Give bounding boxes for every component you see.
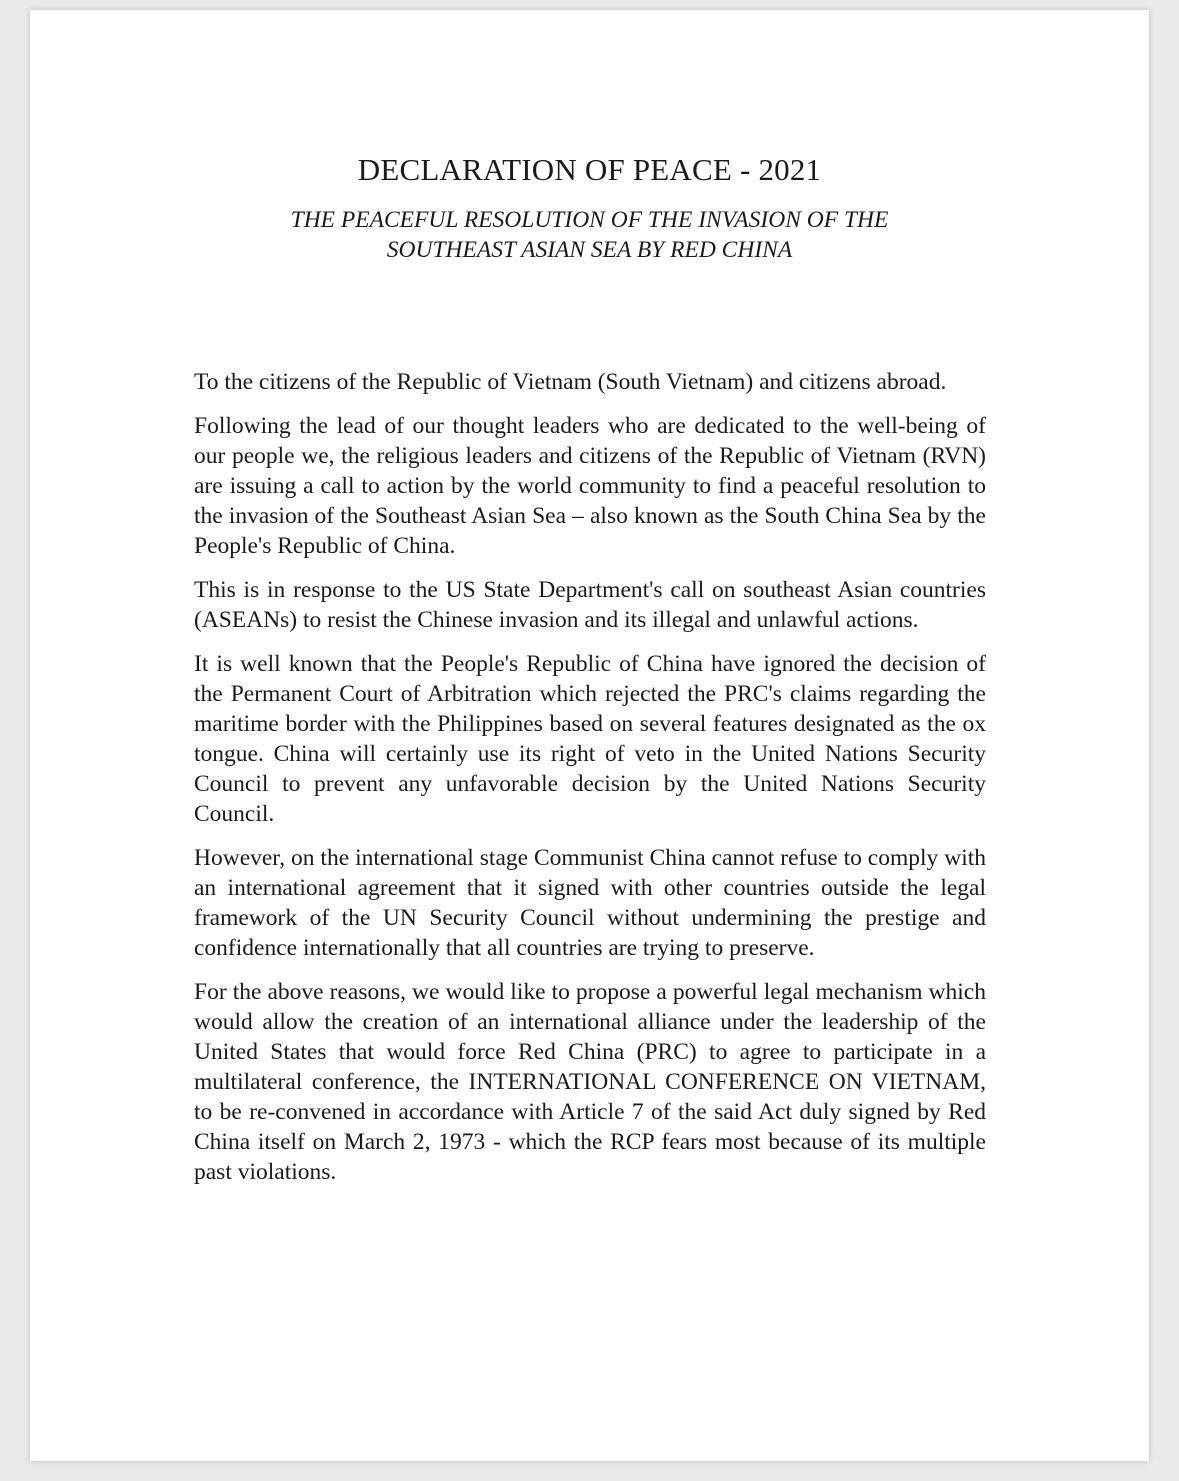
subtitle-line: SOUTHEAST ASIAN SEA BY RED CHINA bbox=[386, 237, 793, 263]
document-title: DECLARATION OF PEACE - 2021 bbox=[357, 152, 822, 187]
paragraph-call-to-action: Following the lead of our thought leaders who are dedicated to the well-being of our people we, the religious leaders and citizens of the Republic of Vietnam (RVN) are issuing a call to action by the world community to find a peaceful resolution to the invasion of the Southeast Asian Sea – also known as the South China Sea by the People's Republic of China. bbox=[194, 413, 986, 559]
document-page bbox=[30, 10, 1149, 1461]
paragraph-response: This is in response to the US State Department's call on southeast Asian countries (ASEANs) to resist the Chinese invasion and its illegal and unlawful actions. bbox=[194, 577, 986, 633]
paragraph-proposal: For the above reasons, we would like to propose a powerful legal mechanism which would allow the creation of an international alliance under the leadership of the United States that would force Red China (PRC) to agree to participate in a multilateral conference, the INTERNATIONAL CONFERENCE ON VIETNAM, to be re-convened in accordance with Article 7 of the said Act duly signed by Red China itself on March 2, 1973 - which the RCP fears most because of its multiple past violations. bbox=[194, 979, 986, 1185]
document-subtitle bbox=[30, 205, 1149, 265]
paragraph-salutation: To the citizens of the Republic of Vietnam (South Vietnam) and citizens abroad. bbox=[194, 369, 947, 395]
subtitle-line: THE PEACEFUL RESOLUTION OF THE INVASION OF THE bbox=[290, 207, 889, 233]
document-body bbox=[194, 367, 986, 1201]
paragraph-arbitration: It is well known that the People's Republic of China have ignored the decision of the Permanent Court of Arbitration which rejected the PRC's claims regarding the maritime border with the Philippines based on several features designated as the ox tongue. China will certainly use its right of veto in the United Nations Security Council to prevent any unfavorable decision by the United Nations Security Council. bbox=[194, 651, 986, 827]
paragraph-international-stage: However, on the international stage Communist China cannot refuse to comply with an international agreement that it signed with other countries outside the legal framework of the UN Security Council without undermining the prestige and confidence internationally that all countries are trying to preserve. bbox=[194, 845, 986, 961]
